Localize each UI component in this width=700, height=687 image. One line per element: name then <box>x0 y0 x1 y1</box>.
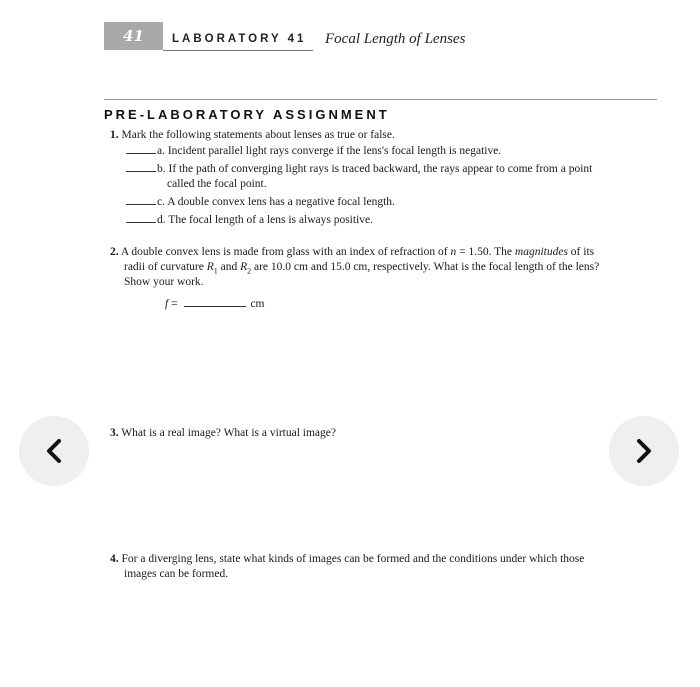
q1-item-d-text: d. The focal length of a lens is always positive. <box>157 214 374 226</box>
header-rule <box>163 50 313 51</box>
q2-var-r2: R <box>240 261 248 273</box>
q2-sub-2: 2 <box>247 266 252 276</box>
q2-text: are 10.0 cm and 15.0 cm, respectively. What is the focal length of the lens? <box>251 261 600 273</box>
answer-blank-c[interactable] <box>126 195 156 205</box>
q1-item-c <box>126 195 395 210</box>
answer-unit: cm <box>250 298 265 310</box>
q1-item-b <box>126 162 592 177</box>
question-1-prompt: Mark the following statements about lenses as true or false. <box>121 129 395 141</box>
q1-item-a-text: a. Incident parallel light rays converge if the lens's focal length is negative. <box>157 145 502 157</box>
chevron-right-icon <box>630 437 658 465</box>
focal-length-blank[interactable] <box>184 298 246 307</box>
q2-emphasis: magnitudes <box>514 246 568 258</box>
previous-page-button[interactable] <box>19 416 89 486</box>
question-3 <box>110 426 336 441</box>
q1-item-d <box>126 213 373 228</box>
question-2-number: 2. <box>110 246 119 258</box>
question-2-line-3: Show your work. <box>124 276 204 288</box>
q2-text: radii of curvature <box>124 261 207 273</box>
focal-length-answer <box>165 298 265 310</box>
question-3-number: 3. <box>110 427 119 439</box>
question-4-number: 4. <box>110 553 119 565</box>
question-3-text: What is a real image? What is a virtual image? <box>121 427 336 439</box>
question-1 <box>110 128 395 143</box>
section-title: PRE-LABORATORY ASSIGNMENT <box>104 107 390 122</box>
q2-text: of its <box>567 246 595 258</box>
q2-text: = 1.50. The <box>456 246 515 258</box>
question-4-line-1 <box>110 552 584 567</box>
page-number-badge: 41 <box>104 22 163 50</box>
question-4-text: For a diverging lens, state what kinds of images can be formed and the conditions under which those <box>121 553 585 565</box>
answer-equals: = <box>168 298 181 310</box>
lab-title: Focal Length of Lenses <box>325 31 466 47</box>
chevron-left-icon <box>40 437 68 465</box>
q2-var-r1: R <box>206 261 214 273</box>
section-divider <box>104 99 657 100</box>
question-2-line-1 <box>110 245 594 260</box>
q2-text: A double convex lens is made from glass with an index of refraction of <box>120 246 451 258</box>
q1-item-b-text: b. If the path of converging light rays is traced backward, the rays appear to come from a point <box>157 163 593 175</box>
q2-sub-1: 1 <box>213 266 218 276</box>
q1-item-a <box>126 144 501 159</box>
q1-item-c-text: c. A double convex lens has a negative focal length. <box>157 196 395 208</box>
question-1-number: 1. <box>110 129 119 141</box>
answer-blank-b[interactable] <box>126 162 156 172</box>
q2-var-n: n <box>450 246 457 258</box>
q2-text: and <box>217 261 241 273</box>
answer-blank-d[interactable] <box>126 213 156 223</box>
answer-blank-a[interactable] <box>126 144 156 154</box>
question-4-line-2: images can be formed. <box>124 568 229 580</box>
lab-label: LABORATORY 41 <box>172 33 307 45</box>
answer-variable: f <box>165 298 169 310</box>
q1-item-b-continued: called the focal point. <box>167 178 267 190</box>
next-page-button[interactable] <box>609 416 679 486</box>
